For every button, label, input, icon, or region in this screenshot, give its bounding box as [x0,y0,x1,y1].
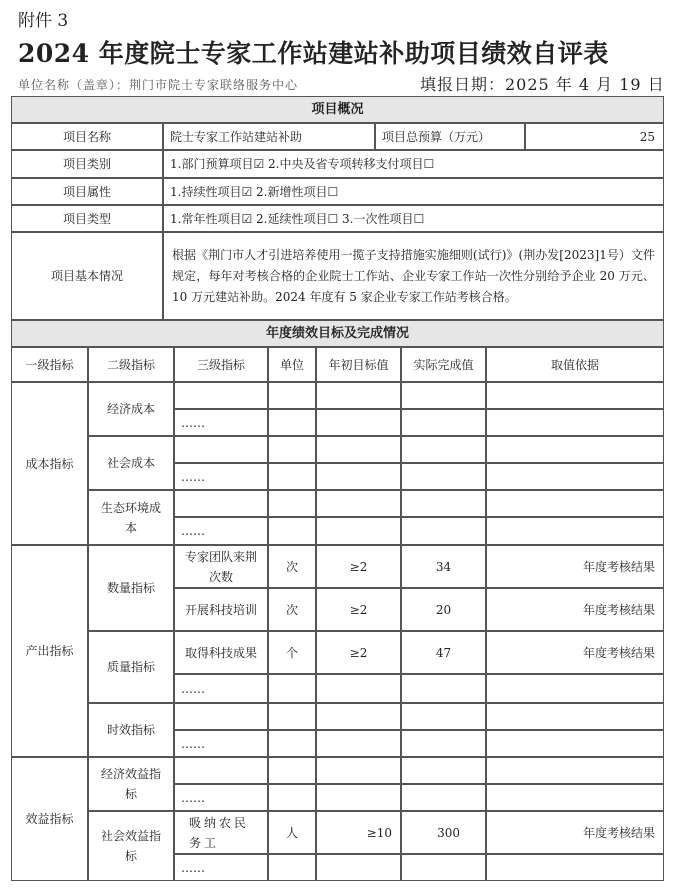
unit-cell[interactable] [268,382,316,409]
unit-cell[interactable] [268,436,316,463]
project-name-value[interactable]: 院士专家工作站建站补助 [163,123,375,150]
basis-value[interactable]: 年度考核结果 [486,545,664,588]
unit-cell[interactable] [268,784,316,811]
level3-ellipsis: …… [174,409,268,436]
actual-cell[interactable] [401,757,486,784]
basis-cell[interactable] [486,854,664,881]
basis-cell[interactable] [486,674,664,703]
basis-cell[interactable] [486,463,664,490]
level2-quantity: 数量指标 [88,545,174,631]
target-cell[interactable] [316,784,401,811]
level1-cost: 成本指标 [11,382,88,545]
budget-label: 项目总预算（万元） [375,123,525,150]
basis-cell[interactable] [486,409,664,436]
unit-cell[interactable] [268,757,316,784]
target-value[interactable]: ≥2 [316,588,401,631]
basis-cell[interactable] [486,730,664,757]
level3-cell[interactable] [174,490,268,517]
project-basic-value[interactable]: 根据《荆门市人才引进培养使用一揽子支持措施实施细则(试行)》(荆办发[2023]1号）文件规定，每年对考核合格的企业院士工作站、企业专家工作站一次性分别给予企业 20 万元、10 万元建站补助。2024 年度有 5 家企业专家工作站考核合格。 [163,232,664,320]
project-attribute-options[interactable]: 1.持续性项目☑ 2.新增性项目☐ [163,178,664,205]
budget-value[interactable]: 25 [525,123,664,150]
level2-timeliness: 时效指标 [88,703,174,757]
col-header-target: 年初目标值 [316,347,401,382]
level3-cell[interactable] [174,703,268,730]
actual-cell[interactable] [401,784,486,811]
unit-cell[interactable] [268,517,316,545]
target-cell[interactable] [316,490,401,517]
unit-value[interactable]: 次 [268,545,316,588]
basis-cell[interactable] [486,436,664,463]
basis-cell[interactable] [486,703,664,730]
target-cell[interactable] [316,382,401,409]
target-cell[interactable] [316,463,401,490]
level2-social-cost: 社会成本 [88,436,174,490]
col-header-basis: 取值依据 [486,347,664,382]
project-basic-label: 项目基本情况 [11,232,163,320]
actual-cell[interactable] [401,409,486,436]
basis-value[interactable]: 年度考核结果 [486,811,664,854]
actual-cell[interactable] [401,463,486,490]
level3-ellipsis: …… [174,674,268,703]
unit-value[interactable]: 人 [268,811,316,854]
overview-header: 项目概况 [11,96,664,123]
basis-cell[interactable] [486,382,664,409]
unit-cell[interactable] [268,730,316,757]
target-cell[interactable] [316,517,401,545]
basis-value[interactable]: 年度考核结果 [486,588,664,631]
target-cell[interactable] [316,436,401,463]
target-cell[interactable] [316,703,401,730]
target-cell[interactable] [316,757,401,784]
unit-cell[interactable] [268,854,316,881]
unit-cell[interactable] [268,463,316,490]
project-category-options[interactable]: 1.部门预算项目☑ 2.中央及省专项转移支付项目☐ [163,150,664,178]
project-name-label: 项目名称 [11,123,163,150]
evaluation-table [11,96,664,881]
level2-econ-cost: 经济成本 [88,382,174,436]
level3-cell[interactable] [174,382,268,409]
actual-cell[interactable] [401,490,486,517]
basis-cell[interactable] [486,784,664,811]
actual-cell[interactable] [401,674,486,703]
basis-cell[interactable] [486,517,664,545]
actual-value[interactable]: 20 [401,588,486,631]
actual-value[interactable]: 34 [401,545,486,588]
actual-value[interactable]: 300 [401,811,486,854]
unit-name: 单位名称（盖章）：荆门市院士专家联络服务中心 [18,78,299,92]
actual-cell[interactable] [401,854,486,881]
fill-date: 填报日期：2025 年 4 月 19 日 [420,75,665,94]
actual-cell[interactable] [401,517,486,545]
col-header-level3: 三级指标 [174,347,268,382]
performance-header: 年度绩效目标及完成情况 [11,320,664,347]
indicator-expert-visits[interactable]: 专家团队来荆次数 [174,545,268,588]
level1-benefit: 效益指标 [11,757,88,881]
level3-cell[interactable] [174,757,268,784]
unit-cell[interactable] [268,490,316,517]
target-value[interactable]: ≥2 [316,545,401,588]
actual-value[interactable]: 47 [401,631,486,674]
unit-cell[interactable] [268,703,316,730]
project-type-label: 项目类型 [11,205,163,232]
target-value[interactable]: ≥2 [316,631,401,674]
target-cell[interactable] [316,730,401,757]
target-cell[interactable] [316,854,401,881]
page-title: 2024 年度院士专家工作站建站补助项目绩效自评表 [18,39,609,68]
level3-ellipsis: …… [174,854,268,881]
unit-cell[interactable] [268,674,316,703]
col-header-level2: 二级指标 [88,347,174,382]
target-cell[interactable] [316,409,401,436]
target-value[interactable]: ≥10 [316,811,401,854]
actual-cell[interactable] [401,436,486,463]
project-category-label: 项目类别 [11,150,163,178]
level3-ellipsis: …… [174,784,268,811]
unit-value[interactable]: 次 [268,588,316,631]
level3-ellipsis: …… [174,517,268,545]
unit-cell[interactable] [268,409,316,436]
actual-cell[interactable] [401,730,486,757]
basis-value[interactable]: 年度考核结果 [486,631,664,674]
attachment-label: 附件 3 [18,11,69,31]
level1-output: 产出指标 [11,545,88,757]
basis-cell[interactable] [486,490,664,517]
indicator-migrant-workers[interactable]: 吸纳农民务工 [174,811,268,854]
basis-cell[interactable] [486,757,664,784]
level3-ellipsis: …… [174,463,268,490]
col-header-unit: 单位 [268,347,316,382]
level3-cell[interactable] [174,436,268,463]
level2-eco-cost: 生态环境成本 [88,490,174,545]
col-header-actual: 实际完成值 [401,347,486,382]
target-cell[interactable] [316,674,401,703]
indicator-training[interactable]: 开展科技培训 [174,588,268,631]
actual-cell[interactable] [401,382,486,409]
level2-quality: 质量指标 [88,631,174,703]
col-header-level1: 一级指标 [11,347,88,382]
actual-cell[interactable] [401,703,486,730]
level2-social-benefit: 社会效益指标 [88,811,174,881]
project-attribute-label: 项目属性 [11,178,163,205]
level2-econ-benefit: 经济效益指标 [88,757,174,811]
level3-ellipsis: …… [174,730,268,757]
indicator-achievements[interactable]: 取得科技成果 [174,631,268,674]
project-type-options[interactable]: 1.常年性项目☑ 2.延续性项目☐ 3.一次性项目☐ [163,205,664,232]
unit-value[interactable]: 个 [268,631,316,674]
